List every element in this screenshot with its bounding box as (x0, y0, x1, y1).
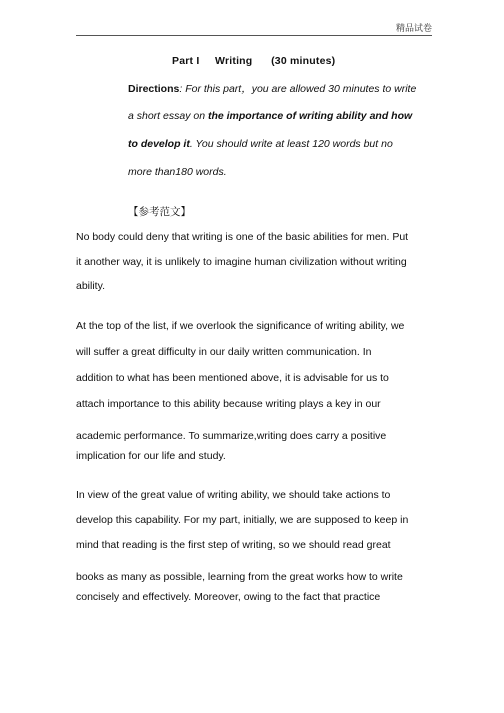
reference-label: 【参考范文】 (128, 206, 191, 218)
essay-line: will suffer a great difficulty in our daily written communication. In (76, 346, 372, 358)
directions-lead: Directions (128, 83, 180, 95)
essay-line: books as many as possible, learning from the great works how to write (76, 571, 403, 583)
directions-line-2 (128, 111, 412, 122)
essay-line: attach importance to this ability because writing plays a key in our (76, 398, 381, 410)
essay-line: In view of the great value of writing ability, we should take actions to (76, 489, 391, 501)
essay-line: No body could deny that writing is one of the basic abilities for men. Put (76, 231, 409, 243)
essay-line: implication for our life and study. (76, 450, 226, 462)
essay-line: it another way, it is unlikely to imagine human civilization without writing (76, 256, 407, 268)
directions-topic-part-2: to develop it (128, 138, 190, 150)
essay-line: At the top of the list, if we overlook the significance of writing ability, we (76, 320, 405, 332)
page-title: Part I Writing (30 minutes) (172, 55, 336, 67)
directions-line-2-text: a short essay on (128, 110, 208, 122)
directions-line-1 (128, 84, 416, 95)
directions-line-1-text: : For this part，you are allowed 30 minutes to write (179, 83, 417, 95)
essay-line: ability. (76, 280, 105, 292)
directions-line-4 (128, 167, 227, 178)
header-rule (76, 35, 432, 36)
directions-topic-part-1: the importance of writing ability and how (207, 110, 413, 122)
header-label: 精品试卷 (396, 24, 433, 34)
essay-line: mind that reading is the first step of writing, so we should read great (76, 539, 391, 551)
directions-line-3 (128, 139, 393, 150)
directions-line-3-text: . You should write at least 120 words but no (189, 138, 393, 150)
essay-line: addition to what has been mentioned above, it is advisable for us to (76, 372, 389, 384)
essay-line: concisely and effectively. Moreover, owing to the fact that practice (76, 591, 381, 603)
essay-line: develop this capability. For my part, initially, we are supposed to keep in (76, 514, 409, 526)
directions-line-4-text: more than180 words. (128, 166, 227, 178)
essay-line: academic performance. To summarize,writing does carry a positive (76, 430, 387, 442)
